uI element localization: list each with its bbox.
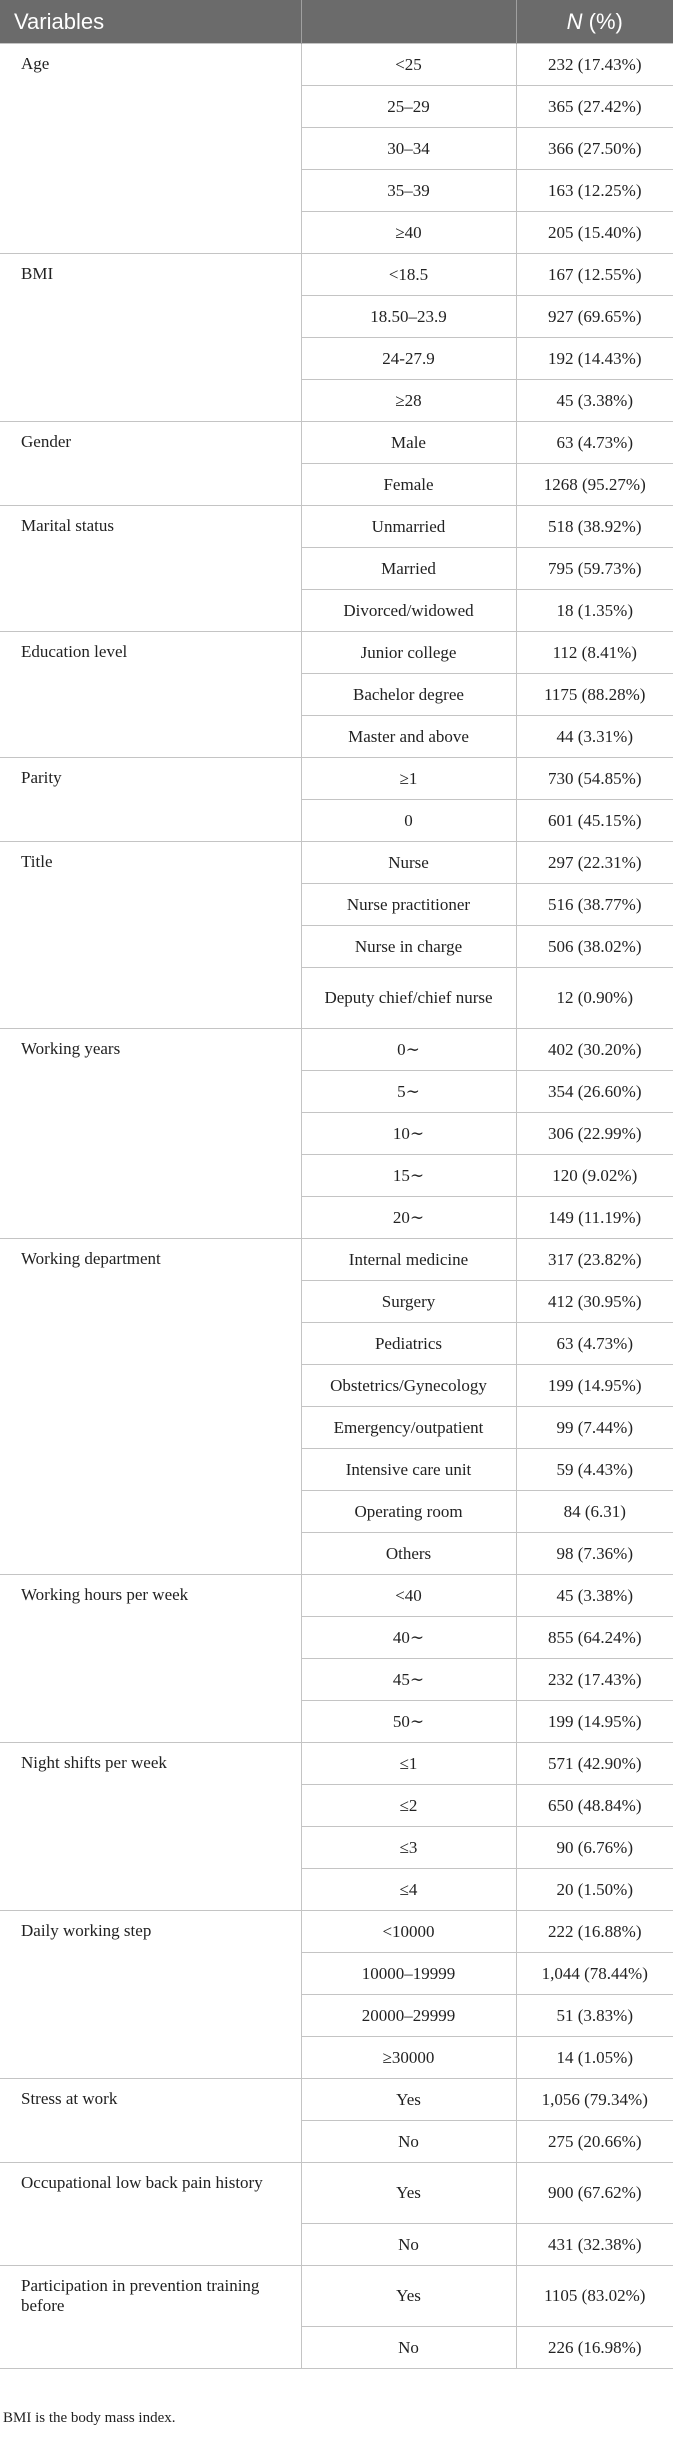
category-cell: No [301, 2327, 516, 2369]
category-cell: <40 [301, 1575, 516, 1617]
value-cell: 516 (38.77%) [516, 884, 673, 926]
value-cell: 1268 (95.27%) [516, 464, 673, 506]
value-cell: 226 (16.98%) [516, 2327, 673, 2369]
category-cell: Others [301, 1533, 516, 1575]
table-row [0, 1575, 673, 1617]
category-cell: 0 [301, 800, 516, 842]
category-cell: ≥1 [301, 758, 516, 800]
value-cell: 518 (38.92%) [516, 506, 673, 548]
table-row [0, 842, 673, 884]
table-row [0, 2079, 673, 2121]
table-row [0, 632, 673, 674]
value-cell: 99 (7.44%) [516, 1407, 673, 1449]
category-cell: Internal medicine [301, 1239, 516, 1281]
value-cell: 1175 (88.28%) [516, 674, 673, 716]
value-cell: 192 (14.43%) [516, 338, 673, 380]
category-cell: ≤4 [301, 1869, 516, 1911]
category-cell: <10000 [301, 1911, 516, 1953]
variable-label: Working hours per week [0, 1575, 301, 1743]
value-cell: 366 (27.50%) [516, 128, 673, 170]
category-cell: Male [301, 422, 516, 464]
category-cell: <18.5 [301, 254, 516, 296]
category-cell: Nurse [301, 842, 516, 884]
category-cell: 30–34 [301, 128, 516, 170]
category-cell: Bachelor degree [301, 674, 516, 716]
table-row [0, 44, 673, 86]
value-cell: 1,044 (78.44%) [516, 1953, 673, 1995]
value-cell: 18 (1.35%) [516, 590, 673, 632]
value-cell: 232 (17.43%) [516, 1659, 673, 1701]
table-row [0, 254, 673, 296]
table-row [0, 2266, 673, 2327]
variable-label: Working years [0, 1029, 301, 1239]
header-variables: Variables [0, 0, 301, 44]
category-cell: Master and above [301, 716, 516, 758]
value-cell: 120 (9.02%) [516, 1155, 673, 1197]
category-cell: Surgery [301, 1281, 516, 1323]
table-row [0, 758, 673, 800]
table-header-row [0, 0, 673, 44]
variable-label: Age [0, 44, 301, 254]
variable-label: Night shifts per week [0, 1743, 301, 1911]
variable-label: BMI [0, 254, 301, 422]
category-cell: Unmarried [301, 506, 516, 548]
variable-label: Working department [0, 1239, 301, 1575]
category-cell: 24-27.9 [301, 338, 516, 380]
category-cell: 0∼ [301, 1029, 516, 1071]
value-cell: 900 (67.62%) [516, 2163, 673, 2224]
category-cell: Yes [301, 2163, 516, 2224]
value-cell: 163 (12.25%) [516, 170, 673, 212]
value-cell: 20 (1.50%) [516, 1869, 673, 1911]
category-cell: Married [301, 548, 516, 590]
value-cell: 354 (26.60%) [516, 1071, 673, 1113]
value-cell: 112 (8.41%) [516, 632, 673, 674]
category-cell: ≤3 [301, 1827, 516, 1869]
value-cell: 84 (6.31) [516, 1491, 673, 1533]
table-row [0, 1911, 673, 1953]
value-cell: 199 (14.95%) [516, 1701, 673, 1743]
category-cell: ≥40 [301, 212, 516, 254]
variable-label: Parity [0, 758, 301, 842]
category-cell: Junior college [301, 632, 516, 674]
value-cell: 730 (54.85%) [516, 758, 673, 800]
value-cell: 12 (0.90%) [516, 968, 673, 1029]
table-body [0, 44, 673, 2369]
category-cell: ≤2 [301, 1785, 516, 1827]
value-cell: 855 (64.24%) [516, 1617, 673, 1659]
value-cell: 571 (42.90%) [516, 1743, 673, 1785]
category-cell: No [301, 2121, 516, 2163]
variable-label: Occupational low back pain history [0, 2163, 301, 2266]
category-cell: 15∼ [301, 1155, 516, 1197]
category-cell: ≥30000 [301, 2037, 516, 2079]
value-cell: 1105 (83.02%) [516, 2266, 673, 2327]
variable-label: Gender [0, 422, 301, 506]
category-cell: Nurse practitioner [301, 884, 516, 926]
value-cell: 44 (3.31%) [516, 716, 673, 758]
category-cell: 20000–29999 [301, 1995, 516, 2037]
value-cell: 275 (20.66%) [516, 2121, 673, 2163]
value-cell: 297 (22.31%) [516, 842, 673, 884]
variable-label: Stress at work [0, 2079, 301, 2163]
variable-label: Participation in prevention training before [0, 2266, 301, 2369]
table-footnote: BMI is the body mass index. [3, 2410, 176, 2426]
value-cell: 306 (22.99%) [516, 1113, 673, 1155]
category-cell: Divorced/widowed [301, 590, 516, 632]
category-cell: Female [301, 464, 516, 506]
value-cell: 59 (4.43%) [516, 1449, 673, 1491]
category-cell: 10000–19999 [301, 1953, 516, 1995]
category-cell: ≤1 [301, 1743, 516, 1785]
category-cell: 18.50–23.9 [301, 296, 516, 338]
category-cell: 40∼ [301, 1617, 516, 1659]
header-category [301, 0, 516, 44]
value-cell: 412 (30.95%) [516, 1281, 673, 1323]
header-pct: (%) [582, 8, 623, 34]
table-row [0, 422, 673, 464]
category-cell: <25 [301, 44, 516, 86]
table-row [0, 2163, 673, 2224]
value-cell: 650 (48.84%) [516, 1785, 673, 1827]
category-cell: 45∼ [301, 1659, 516, 1701]
value-cell: 365 (27.42%) [516, 86, 673, 128]
value-cell: 506 (38.02%) [516, 926, 673, 968]
value-cell: 402 (30.20%) [516, 1029, 673, 1071]
value-cell: 90 (6.76%) [516, 1827, 673, 1869]
category-cell: Pediatrics [301, 1323, 516, 1365]
value-cell: 51 (3.83%) [516, 1995, 673, 2037]
header-n: N [566, 8, 583, 34]
value-cell: 232 (17.43%) [516, 44, 673, 86]
value-cell: 317 (23.82%) [516, 1239, 673, 1281]
category-cell: 35–39 [301, 170, 516, 212]
category-cell: Nurse in charge [301, 926, 516, 968]
category-cell: 50∼ [301, 1701, 516, 1743]
variable-label: Marital status [0, 506, 301, 632]
value-cell: 63 (4.73%) [516, 422, 673, 464]
value-cell: 222 (16.88%) [516, 1911, 673, 1953]
category-cell: ≥28 [301, 380, 516, 422]
table-row [0, 1029, 673, 1071]
table-row [0, 1239, 673, 1281]
category-cell: 10∼ [301, 1113, 516, 1155]
value-cell: 14 (1.05%) [516, 2037, 673, 2079]
value-cell: 45 (3.38%) [516, 380, 673, 422]
value-cell: 149 (11.19%) [516, 1197, 673, 1239]
table-row [0, 506, 673, 548]
variable-label: Title [0, 842, 301, 1029]
category-cell: Deputy chief/chief nurse [301, 968, 516, 1029]
category-cell: 5∼ [301, 1071, 516, 1113]
value-cell: 45 (3.38%) [516, 1575, 673, 1617]
value-cell: 795 (59.73%) [516, 548, 673, 590]
category-cell: 20∼ [301, 1197, 516, 1239]
category-cell: Intensive care unit [301, 1449, 516, 1491]
value-cell: 601 (45.15%) [516, 800, 673, 842]
value-cell: 431 (32.38%) [516, 2224, 673, 2266]
category-cell: No [301, 2224, 516, 2266]
category-cell: Yes [301, 2079, 516, 2121]
category-cell: 25–29 [301, 86, 516, 128]
category-cell: Emergency/outpatient [301, 1407, 516, 1449]
table-row [0, 1743, 673, 1785]
value-cell: 1,056 (79.34%) [516, 2079, 673, 2121]
value-cell: 167 (12.55%) [516, 254, 673, 296]
category-cell: Operating room [301, 1491, 516, 1533]
variable-label: Education level [0, 632, 301, 758]
header-n-percent [516, 0, 673, 44]
category-cell: Obstetrics/Gynecology [301, 1365, 516, 1407]
value-cell: 205 (15.40%) [516, 212, 673, 254]
value-cell: 98 (7.36%) [516, 1533, 673, 1575]
variable-label: Daily working step [0, 1911, 301, 2079]
value-cell: 63 (4.73%) [516, 1323, 673, 1365]
value-cell: 927 (69.65%) [516, 296, 673, 338]
category-cell: Yes [301, 2266, 516, 2327]
value-cell: 199 (14.95%) [516, 1365, 673, 1407]
